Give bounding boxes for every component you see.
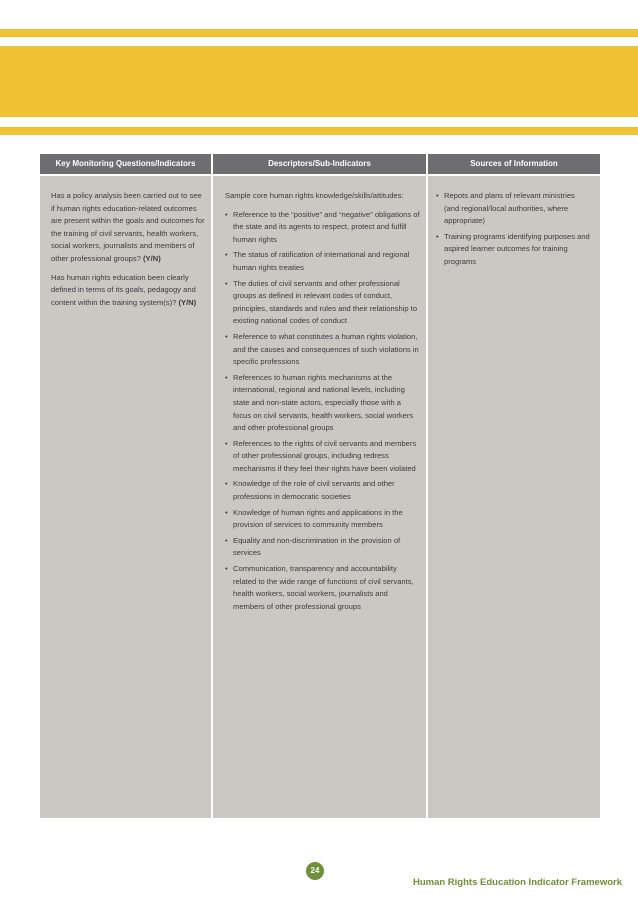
question-2 (51, 272, 205, 310)
bottom-stripe (0, 127, 638, 135)
list-item: • References to the rights of civil servants and members of other professional groups, including redress mechanisms if they feel their rights have been violated (225, 438, 420, 476)
question-1-yn: (Y/N) (143, 253, 161, 263)
list-item: • The status of ratification of international and regional human rights treaties (225, 249, 420, 274)
table-header-row (40, 154, 600, 174)
footer-title: Human Rights Education Indicator Framework (412, 877, 622, 888)
list-item: • Knowledge of the role of civil servants and other professions in democratic societies (225, 478, 420, 503)
list-item: • References to human rights mechanisms at the international, regional and national levels, including state and non-state actors, especially those with a focus on civil servants, health workers, social workers and other professional groups (225, 372, 420, 435)
sources-list (436, 190, 592, 269)
header-sources: Sources of Information (470, 159, 558, 168)
list-item: • Repots and plans of relevant ministries (and regional/local authorities, where appropriate) (436, 190, 592, 228)
indicator-table (40, 154, 600, 818)
list-item: • Training programs identifying purposes and aspired learner outcomes for training programs (436, 231, 592, 269)
page-number-badge: 24 (306, 862, 324, 880)
question-1-text: Has a policy analysis been carried out to see if human rights education-related outcomes are present within the goals and outcomes for the training of civil servants, health workers, social workers, journalists and members of other professional groups? (51, 191, 205, 263)
descriptors-list (225, 209, 420, 614)
header-descriptors: Descriptors/Sub-Indicators (268, 159, 371, 168)
list-item: • Knowledge of human rights and applications in the provision of services to community members (225, 507, 420, 532)
descriptors-cell (213, 176, 426, 818)
list-item: • Equality and non-discrimination in the provision of services (225, 535, 420, 560)
top-stripe (0, 29, 638, 37)
table-body-row (40, 176, 600, 818)
descriptors-intro: Sample core human rights knowledge/skills/attitudes: (225, 191, 404, 200)
key-questions-cell (40, 176, 211, 818)
sources-cell (428, 176, 600, 818)
list-item: • Reference to the “positive” and “negative” obligations of the state and its agents to respect, protect and fulfill human rights (225, 209, 420, 247)
list-item: • Reference to what constitutes a human rights violation, and the causes and consequences of such violations in specific professions (225, 331, 420, 369)
header-key-questions: Key Monitoring Questions/Indicators (55, 159, 196, 168)
list-item: • The duties of civil servants and other professional groups as defined in relevant codes of conduct, principles, standards and rules and their relationship to existing national codes of conduct (225, 278, 420, 328)
header-banner (0, 46, 638, 117)
question-2-text: Has human rights education been clearly defined in terms of its goals, pedagogy and content within the training system(s)? (51, 272, 196, 307)
question-1 (51, 190, 205, 266)
question-2-yn: (Y/N) (178, 297, 197, 307)
list-item: • Communication, transparency and accountability related to the wide range of functions of civil servants, health workers, social workers, journalists and members of other professional groups (225, 563, 420, 613)
